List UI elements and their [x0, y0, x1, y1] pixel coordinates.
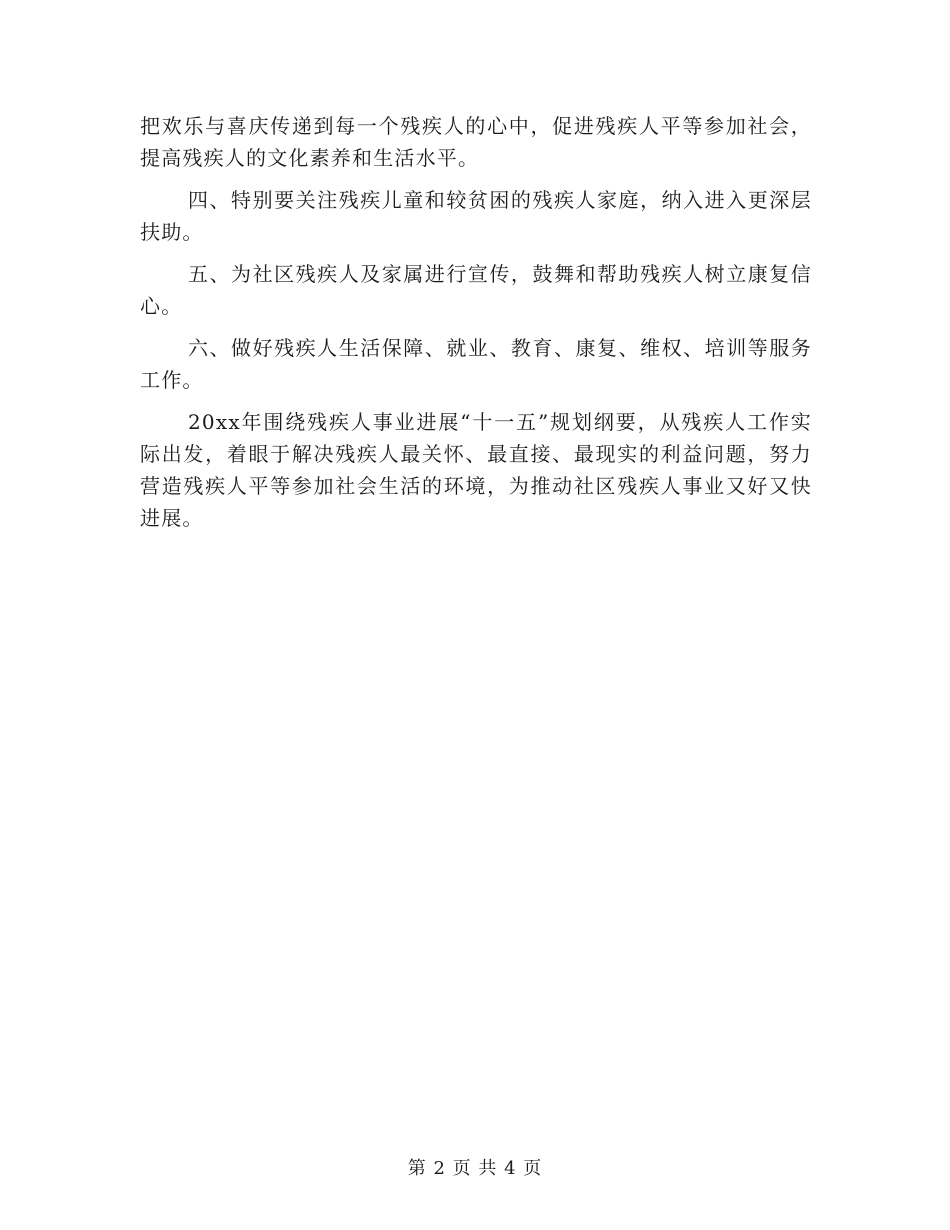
paragraph-continuation: 把欢乐与喜庆传递到每一个残疾人的心中，促进残疾人平等参加社会，提高残疾人的文化素养和生活水平。 — [140, 114, 812, 170]
paragraph-item-six: 六、做好残疾人生活保障、就业、教育、康复、维权、培训等服务工作。 — [140, 336, 812, 392]
document-body — [140, 110, 812, 534]
paragraph-summary: 20xx年围绕残疾人事业进展“十一五”规划纲要，从残疾人工作实际出发，着眼于解决残疾人最关怀、最直接、最现实的利益问题，努力营造残疾人平等参加社会生活的环境，为推动社区残疾人事业又好又快进展。 — [140, 410, 812, 530]
paragraph-item-four: 四、特别要关注残疾儿童和较贫困的残疾人家庭，纳入进入更深层扶助。 — [140, 188, 812, 244]
page-number-footer: 第 2 页 共 4 页 — [407, 1158, 543, 1179]
paragraph-item-five: 五、为社区残疾人及家属进行宣传，鼓舞和帮助残疾人树立康复信心。 — [140, 262, 812, 318]
